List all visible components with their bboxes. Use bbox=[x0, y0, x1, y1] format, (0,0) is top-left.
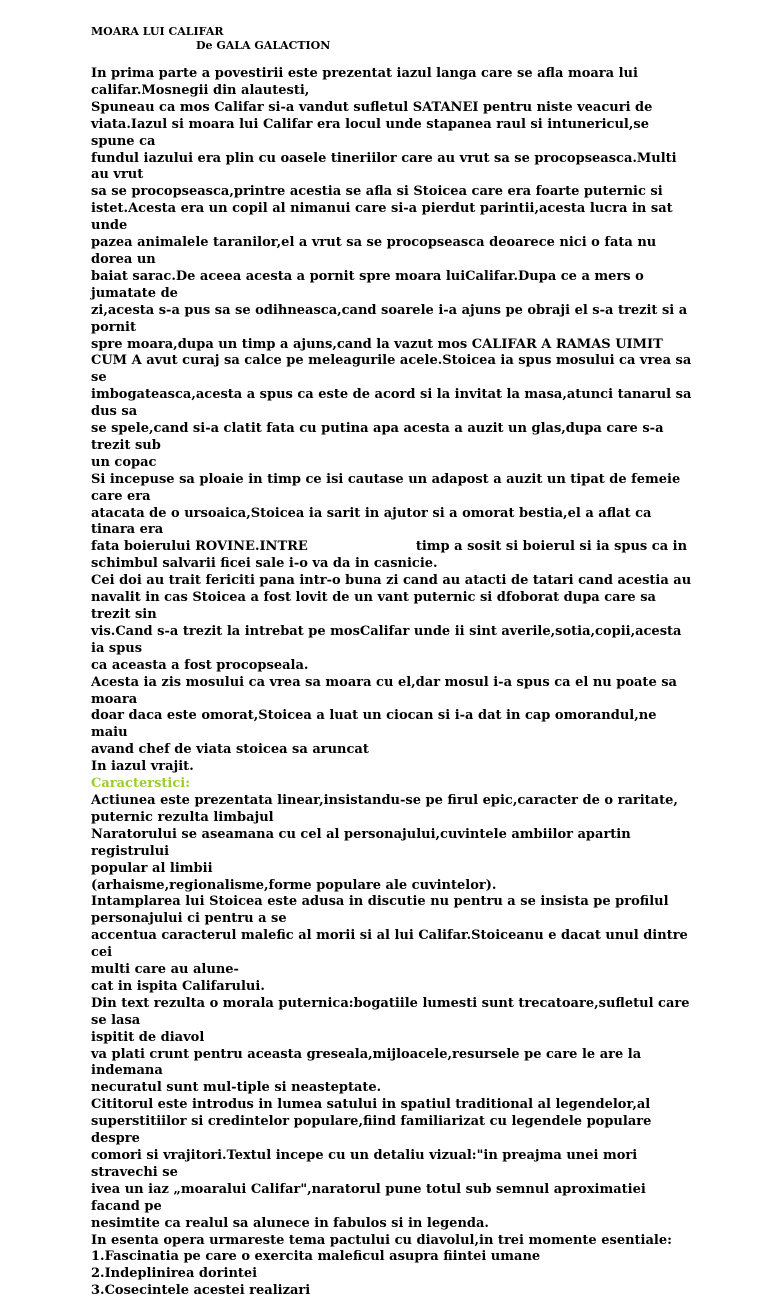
section-heading: Caracterstici: bbox=[91, 776, 190, 792]
text-line: Naratorului se aseamana cu cel al personajului,cuvintele ambiilor apartin registrului bbox=[91, 826, 631, 859]
text-line: In iazul vrajit. bbox=[91, 759, 194, 775]
text-line: Si incepuse sa ploaie in timp ce isi cautase un adapost a auzit un tipat de femeie care era bbox=[91, 471, 681, 504]
text-line: schimbul salvarii ficei sale i-o va da in casnicie. bbox=[91, 556, 438, 572]
text-line: se spele,cand si-a clatit fata cu putina apa acesta a auzit un glas,dupa care s-a trezit sub bbox=[91, 421, 664, 453]
text-line: In prima parte a povestirii este prezentat iazul langa care se afla moara lui bbox=[91, 66, 638, 81]
text-line: navalit in cas Stoicea a fost lovit de un vant puternic si dfoborat dupa care sa trezit sin bbox=[91, 590, 656, 622]
text-line: accentua caracterul malefic al morii si al lui Califar.Stoiceanu e dacat unul dintre cei bbox=[91, 928, 688, 961]
text-line: In esenta opera urmareste tema pactului cu diavolul,in trei momente esentiale: bbox=[91, 1232, 672, 1248]
text-line: avand chef de viata stoicea sa aruncat bbox=[91, 742, 369, 758]
text-line: Acesta ia zis mosului ca vrea sa moara cu el,dar mosul i-a spus ca el nu poate sa moara bbox=[91, 674, 677, 707]
text-line: pazea animalele taranilor,el a vrut sa se procopseasca deoarece nici o fata nu dorea un bbox=[91, 235, 657, 267]
text-line: Intamplarea lui Stoicea este adusa in discutie nu pentru a se insista pe profilul bbox=[91, 894, 669, 910]
text-line: Cei doi au trait fericiti pana intr-o buna zi cand au atacti de tatari cand acestia au bbox=[91, 573, 692, 589]
text-line: baiat sarac.De aceea acesta a pornit spre moara luiCalifar.Dupa ce a mers o jumatate de bbox=[91, 268, 644, 301]
text-line: Din text rezulta o morala puternica:bogatiile lumesti sunt trecatoare,sufletul care se lasa bbox=[91, 995, 690, 1028]
document-title: MOARA LUI CALIFAR bbox=[91, 25, 224, 38]
text-line-split bbox=[91, 539, 692, 556]
text-line: Spuneau ca mos Califar si-a vandut sufletul SATANEI pentru niste veacuri de bbox=[91, 99, 653, 115]
text-line: nesimtite ca realul sa alunece in fabulos si in legenda. bbox=[91, 1215, 489, 1231]
text-line: ispitit de diavol bbox=[91, 1029, 205, 1045]
text-line: cat in ispita Califarului. bbox=[91, 978, 265, 994]
text-line: ca aceasta a fost procopseala. bbox=[91, 657, 309, 673]
text-line: un copac bbox=[91, 454, 157, 470]
text-line: (arhaisme,regionalisme,forme populare ale cuvintelor). bbox=[91, 877, 497, 893]
document-body bbox=[91, 66, 692, 1300]
text-segment: timp a sosit si boierul si ia spus ca in bbox=[415, 539, 688, 555]
text-line: atacata de o ursoaica,Stoicea ia sarit in ajutor si a omorat bestia,el a aflat ca tinara era bbox=[91, 505, 652, 538]
text-line: Cititorul este introdus in lumea satului in spatiul traditional al legendelor,al bbox=[91, 1097, 651, 1113]
text-line: doar daca este omorat,Stoicea a luat un ciocan si i-a dat in cap omorandul,ne maiu bbox=[91, 708, 657, 741]
text-line: necuratul sunt mul-tiple si neasteptate. bbox=[91, 1080, 382, 1096]
text-line: sa se procopseasca,printre acestia se afla si Stoicea care era foarte puternic si bbox=[91, 184, 663, 200]
text-line: Actiunea este prezentata linear,insistandu-se pe firul epic,caracter de o raritate, bbox=[91, 792, 678, 808]
text-line: popular al limbii bbox=[91, 860, 213, 876]
list-item: 3.Cosecintele acestei realizari bbox=[91, 1283, 311, 1299]
text-line: 1.Fascinatia pe care o exercita maleficul asupra fiintei umane bbox=[91, 1249, 541, 1265]
text-line: superstitiilor si credintelor populare,fiind familiarizat cu legendele populare despre bbox=[91, 1114, 652, 1147]
text-line: personajului ci pentru a se bbox=[91, 911, 287, 927]
text-line: 2.Indeplinirea dorintei bbox=[91, 1266, 258, 1282]
text-line: istet.Acesta era un copil al nimanui care si-a pierdut parintii,acesta lucra in sat unde bbox=[91, 201, 673, 234]
text-line: va plati crunt pentru aceasta greseala,mijloacele,resursele pe care le are la indemana bbox=[91, 1046, 642, 1079]
text-line: ivea un iaz „moaralui Califar",naratorul pune totul sub semnul aproximatiei facand pe bbox=[91, 1181, 646, 1214]
text-line: spre moara,dupa un timp a ajuns,cand la vazut mos CALIFAR A RAMAS UIMIT bbox=[91, 336, 663, 352]
text-line: vis.Cand s-a trezit la intrebat pe mosCalifar unde ii sint averile,sotia,copii,acesta ia spus bbox=[91, 623, 682, 656]
text-line: CUM A avut curaj sa calce pe meleagurile acele.Stoicea ia spus mosului ca vrea sa se bbox=[91, 353, 692, 386]
text-line: multi care au alune- bbox=[91, 962, 239, 978]
text-line: puternic rezulta limbajul bbox=[91, 809, 274, 825]
text-line: comori si vrajitori.Textul incepe cu un detaliu vizual:"in preajma unei mori stravechi se bbox=[91, 1148, 638, 1180]
text-line: viata.Iazul si moara lui Califar era locul unde stapanea raul si intunericul,se spune ca bbox=[91, 116, 649, 149]
text-line: fundul iazului era plin cu oasele tineriilor care au vrut sa se procopseasca.Multi au vrut bbox=[91, 150, 677, 183]
text-segment: fata boierului ROVINE.INTRE bbox=[91, 539, 308, 555]
text-line: zi,acesta s-a pus sa se odihneasca,cand soarele i-a ajuns pe obraji el s-a trezit si a pornit bbox=[91, 302, 688, 335]
text-line: califar.Mosnegii din alautesti, bbox=[91, 82, 310, 98]
document-author: De GALA GALACTION bbox=[196, 39, 331, 52]
text-line: imbogateasca,acesta a spus ca este de acord si la invitat la masa,atunci tanarul sa dus sa bbox=[91, 387, 692, 420]
